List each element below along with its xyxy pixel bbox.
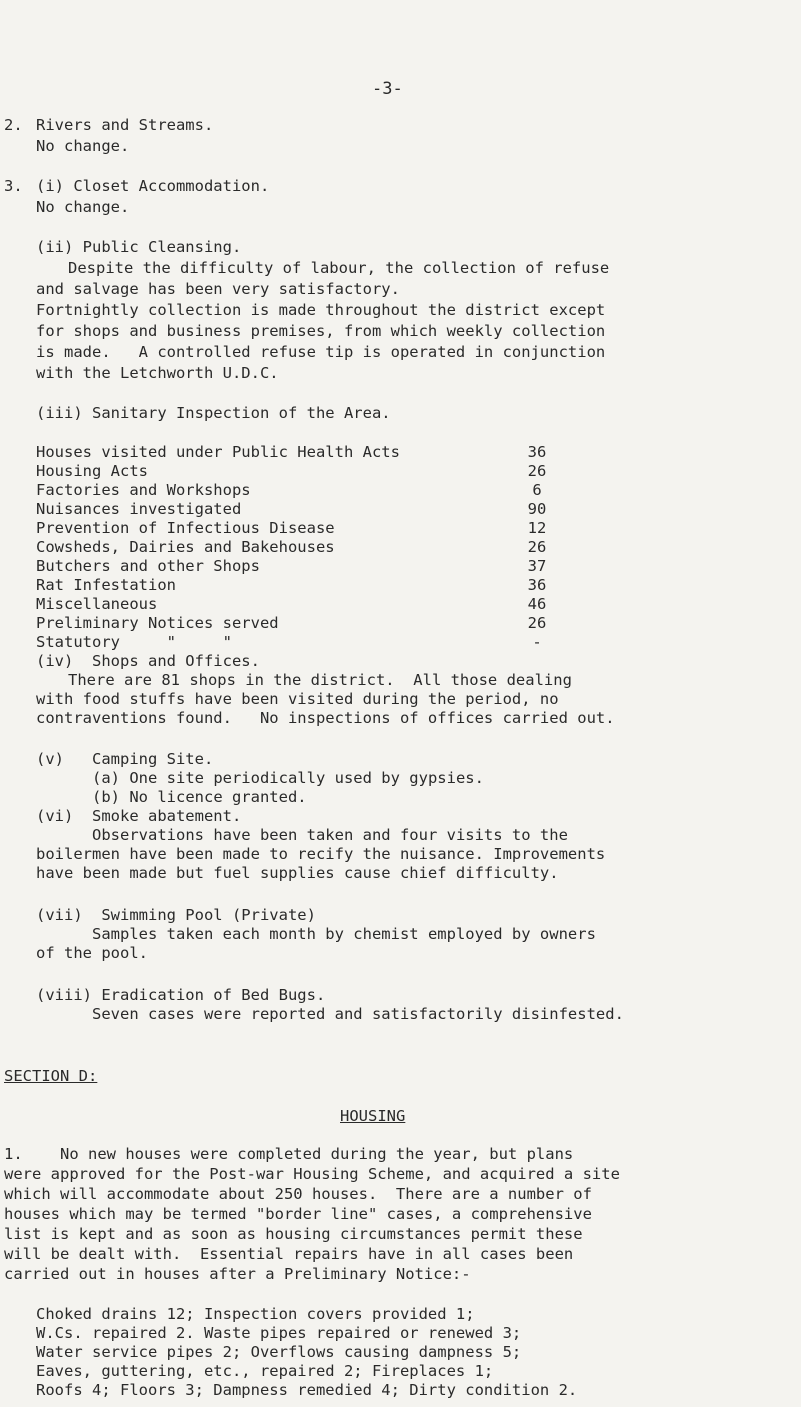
swimming-pool-line: of the pool. (36, 944, 148, 962)
camping-site-item-b: (b) No licence granted. (92, 788, 307, 806)
smoke-abatement-line: Observations have been taken and four visits to the (92, 826, 568, 844)
shops-offices-line: contraventions found. No inspections of offices carried out. (36, 709, 615, 727)
housing-paragraph-line: list is kept and as soon as housing circumstances permit these (4, 1225, 583, 1243)
table-row (36, 462, 556, 481)
housing-paragraph-line: which will accommodate about 250 houses. There are a number of (4, 1185, 592, 1203)
inspection-table (36, 443, 596, 651)
closet-accommodation-title: (i) Closet Accommodation. (36, 177, 270, 195)
row-value: 26 (527, 462, 547, 480)
table-row (36, 576, 556, 595)
row-value: 36 (527, 443, 547, 461)
shops-offices-line: There are 81 shops in the district. All those dealing (68, 671, 572, 689)
repairs-line: condition 2. (455, 1381, 578, 1399)
row-label: Preliminary Notices served (36, 614, 279, 632)
camping-site-item-a: (a) One site periodically used by gypsies. (92, 769, 484, 787)
row-value: 12 (527, 519, 547, 537)
repairs-line: Water service pipes 2; Overflows causing dampness 5; (36, 1343, 522, 1361)
row-label: Miscellaneous (36, 595, 158, 613)
shops-offices-line: with food stuffs have been visited during the period, no (36, 690, 559, 708)
swimming-pool-title: (vii) Swimming Pool (Private) (36, 906, 316, 924)
repairs-line: Eaves, guttering, etc., repaired 2; Fireplaces 1; (36, 1362, 494, 1380)
table-row (36, 557, 556, 576)
row-value: 6 (532, 481, 542, 499)
row-label: Nuisances investigated (36, 500, 242, 518)
public-cleansing-line: and salvage has been very satisfactory. (36, 280, 400, 298)
table-row (36, 614, 556, 633)
table-row (36, 500, 556, 519)
closet-accommodation-body: No change. (36, 198, 130, 216)
table-row (36, 519, 556, 538)
section-d-label: SECTION D: (4, 1067, 98, 1085)
row-label: Statutory " " (36, 633, 232, 651)
table-row (36, 633, 556, 652)
row-value: 26 (527, 538, 547, 556)
housing-paragraph-line: 1. No new houses were completed during the year, but plans (4, 1145, 574, 1163)
row-label: Housing Acts (36, 462, 148, 480)
section-2-number: 2. (4, 116, 23, 134)
bed-bugs-title: (viii) Eradication of Bed Bugs. (36, 986, 326, 1004)
row-value: 90 (527, 500, 547, 518)
public-cleansing-line: is made. A controlled refuse tip is operated in conjunction (36, 343, 606, 361)
row-value: 37 (527, 557, 547, 575)
shops-offices-title: (iv) Shops and Offices. (36, 652, 260, 670)
repairs-line: W.Cs. repaired 2. Waste pipes repaired or renewed 3; (36, 1324, 522, 1342)
row-label: Prevention of Infectious Disease (36, 519, 335, 537)
row-label: Butchers and other Shops (36, 557, 260, 575)
row-value: 36 (527, 576, 547, 594)
housing-paragraph-line: were approved for the Post-war Housing Scheme, and acquired a site (4, 1165, 620, 1183)
section-2-title: Rivers and Streams. (36, 116, 214, 134)
smoke-abatement-title: (vi) Smoke abatement. (36, 807, 242, 825)
camping-site-title: (v) Camping Site. (36, 750, 214, 768)
housing-paragraph-line: carried out in houses after a Preliminary Notice:- (4, 1265, 471, 1283)
table-row (36, 595, 556, 614)
public-cleansing-line: Fortnightly collection is made throughout the district except (36, 301, 606, 319)
repairs-line: Choked drains 12; Inspection covers provided 1; (36, 1305, 475, 1323)
sanitary-inspection-title: (iii) Sanitary Inspection of the Area. (36, 404, 391, 422)
public-cleansing-line: with the Letchworth U.D.C. (36, 364, 279, 382)
table-row (36, 481, 556, 500)
table-row (36, 538, 556, 557)
public-cleansing-line: for shops and business premises, from which weekly collection (36, 322, 606, 340)
housing-heading: HOUSING (340, 1107, 406, 1125)
smoke-abatement-line: have been made but fuel supplies cause chief difficulty. (36, 864, 559, 882)
section-2-body: No change. (36, 137, 130, 155)
table-row (36, 443, 556, 462)
row-value: 46 (527, 595, 547, 613)
row-label: Houses visited under Public Health Acts (36, 443, 400, 461)
row-label: Factories and Workshops (36, 481, 251, 499)
housing-paragraph-line: will be dealt with. Essential repairs have in all cases been (4, 1245, 574, 1263)
page-number: -3- (372, 79, 403, 99)
row-label: Rat Infestation (36, 576, 176, 594)
row-value: 26 (527, 614, 547, 632)
bed-bugs-body: Seven cases were reported and satisfactorily disinfested. (92, 1005, 624, 1023)
row-label: Cowsheds, Dairies and Bakehouses (36, 538, 335, 556)
section-3-number: 3. (4, 177, 23, 195)
housing-paragraph-line: houses which may be termed "border line" cases, a comprehensive (4, 1205, 592, 1223)
public-cleansing-title: (ii) Public Cleansing. (36, 238, 242, 256)
public-cleansing-line: Despite the difficulty of labour, the collection of refuse (68, 259, 610, 277)
smoke-abatement-line: boilermen have been made to recify the nuisance. Improvements (36, 845, 606, 863)
row-value: - (532, 633, 542, 651)
swimming-pool-line: Samples taken each month by chemist employed by owners (92, 925, 596, 943)
repairs-line: Roofs 4; Floors 3; Dampness remedied 4; Dirty condition 2. (36, 1381, 578, 1399)
